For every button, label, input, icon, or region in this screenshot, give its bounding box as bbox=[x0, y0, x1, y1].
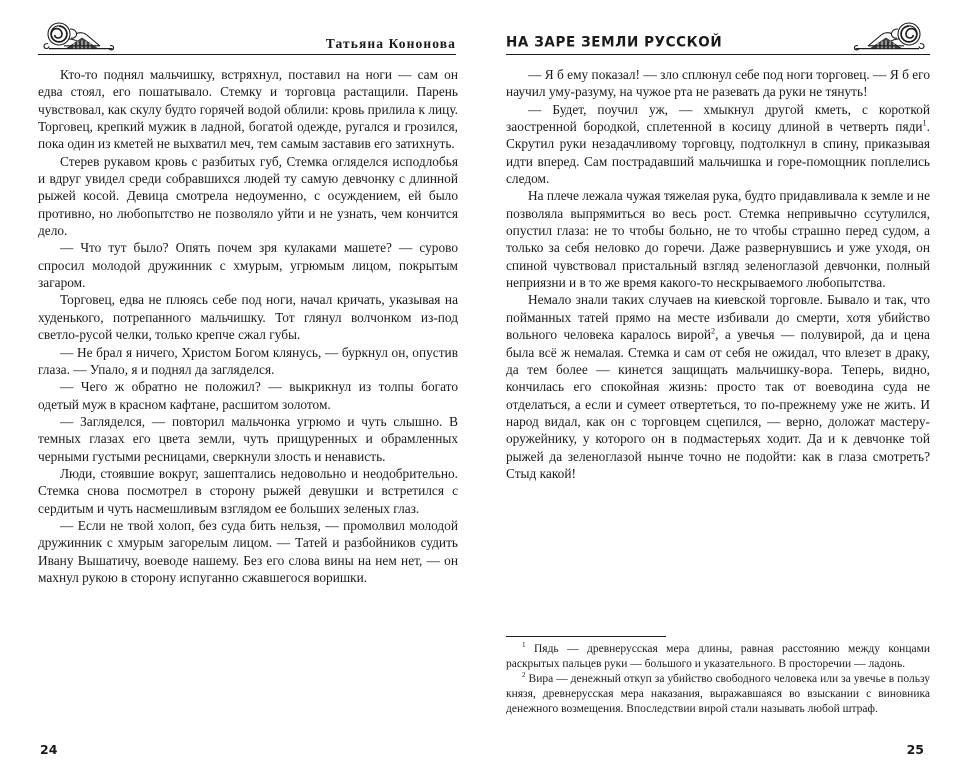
paragraph-text-before-ref: — Будет, поучил уж, — хмыкнул другой кметь, с короткой заостренной бородкой, сплетенной в косицу длиной в четверть пяди bbox=[506, 101, 930, 135]
paragraph: — Загляделся, — повторил мальчонка угрюмо и чуть слышно. В темных глазах его цвета земли, чуть прищуренных и обрамленных черными густыми ресницами, сверкнули злость и ненависть. bbox=[38, 413, 458, 464]
footnotes-block bbox=[506, 636, 930, 717]
paragraph-text-after-ref: , а увечья — полувирой, да и цена была всё ж немалая. Стемка и сам от себя не ожидал, что влезет в драку, да тем более — кинется защищать мальчишку-вора. Теперь, видно, кончилась его спокойная жизнь: просто так от воеводина суда не отделаться, а если и сумеет отвертеться, то по-прежнему уже не жить. И народ видал, как он с торговцем сцепился, — верно, доложат мастеру-оружейнику, у которого он в подмастерьях ходит. Да и к девчонке той рыжей да зеленоглазой нынче точно не подойти: как в глаза смотреть? Стыд какой! bbox=[506, 327, 930, 481]
left-column-body bbox=[38, 66, 458, 586]
left-running-head bbox=[38, 22, 456, 66]
paragraph-text-after-ref: . Скрутил руки незадачливому торговцу, подтолкнул в спину, приказывая идти вперед. Сам пострадавший мальчишка и горе-помощник поплелись следом. bbox=[506, 119, 930, 187]
footnote-marker-1: 1 bbox=[522, 641, 526, 650]
footnote-ref-1[interactable]: 1 bbox=[922, 118, 927, 128]
paragraph-with-footnote-ref bbox=[506, 101, 930, 188]
running-head-rule bbox=[38, 54, 456, 55]
footnote-marker-2: 2 bbox=[522, 671, 526, 680]
paragraph: — Не брал я ничего, Христом Богом клянусь, — буркнул он, опустив глаза. — Упало, я и поднял да загляделся. bbox=[38, 344, 458, 377]
scroll-ornament-icon bbox=[38, 22, 124, 52]
paragraph: — Чего ж обратно не положил? — выкрикнул из толпы богато одетый муж в красном кафтане, расшитом золотом. bbox=[38, 379, 458, 412]
right-running-head bbox=[506, 22, 930, 66]
paragraph: На плече лежала чужая тяжелая рука, будто придавливала к земле и не позволяла выпрямиться во весь рост. Стемка непривычно ссутулился, опустил глаза: не то чтобы больно, не то чтобы страшно перед судом, а только за себя неловко до горечи. Даже развернувшись и уже уходя, он спиной чувствовал пристальный взгляд зеленоглазой девчонки, полный неприязни и в то же время какого-то нескрываемого любопытства. bbox=[506, 188, 930, 291]
paragraph: Торговец, едва не плюясь себе под ноги, начал кричать, указывая на худенького, потрепанного мальчишку. Тот глянул волчонком из-под светло-русой челки, только крепче сжал губы. bbox=[38, 292, 458, 343]
paragraph-text-before-ref: Немало знали таких случаев на киевской торговле. Бывало и так, что пойманных татей прямо на месте избивали до смерти, хотя убийство вольного человека каралось вирой bbox=[506, 292, 930, 343]
page-number-left: 24 bbox=[40, 742, 58, 757]
paragraph: — Что тут было? Опять почем зря кулаками машете? — сурово спросил молодой дружинник с хмурым, угрюмым лицом, покрытым загаром. bbox=[38, 240, 458, 291]
paragraph: — Я б ему показал! — зло сплюнул себе под ноги торговец. — Я б его научил уму-разуму, на чужое рта не разевать да руки не тянуть! bbox=[506, 67, 930, 100]
page-number-right: 25 bbox=[906, 742, 924, 757]
footnote-text: Вира — денежный откуп за убийство свободного человека или за увечье в пользу князя, древнерусская мера наказания, выражавшаяся во взыскании с виновника денежного возмещения. Впоследствии вирой стали называть любой штраф. bbox=[506, 673, 930, 715]
footnote-ref-2[interactable]: 2 bbox=[711, 326, 716, 336]
paragraph: Стерев рукавом кровь с разбитых губ, Стемка огляделся исподлобья и вдруг увидел среди собравшихся людей ту самую девчонку с длинной рыжей косой. Девица смотрела недоуменно, с осуждением, ей было противно, но любопытство не позволяло уйти и не узнать, чем кончится дело. bbox=[38, 153, 458, 239]
footnote-item bbox=[506, 642, 930, 672]
paragraph-with-footnote-ref bbox=[506, 291, 930, 482]
book-title: НА ЗАРЕ ЗЕМЛИ РУССКОЙ bbox=[506, 33, 723, 51]
paragraph: — Если не твой холоп, без суда бить нельзя, — промолвил молодой дружинник с хмурым загорелым лицом. — Татей и разбойников судить Ивану Вышатичу, воеводе нашему. Без его слова вины на нем нет, — он махнул рукою в сторону испуганно сжавшегося воришки. bbox=[38, 517, 458, 585]
running-head-rule bbox=[506, 54, 930, 55]
right-page bbox=[480, 0, 960, 779]
footnote-separator-rule bbox=[506, 636, 666, 637]
scroll-ornament-icon bbox=[844, 22, 930, 52]
footnote-text: Пядь — древнерусская мера длины, равная расстоянию между концами раскрытых пальцев руки — большого и указательного. В просторечии — ладонь. bbox=[506, 643, 931, 670]
footnote-item bbox=[506, 672, 930, 717]
paragraph: Люди, стоявшие вокруг, зашептались недовольно и неодобрительно. Стемка снова посмотрел в сторону рыжей девушки и встретился с сердитым и чуть насмешливым взглядом ее больших зеленых глаз. bbox=[38, 465, 458, 516]
paragraph: Кто-то поднял мальчишку, встряхнул, поставил на ноги — сам он едва стоял, его пошатывало. Стемку и торговца растащили. Парень чувствовал, как скулу будто горячей водой облили: кровь прилила к лицу. Торговец, крепкий мужик в ладной, богатой одежде, ругался и грозился, пока один из кметей не выхватил меч, тем самым заставив его затихнуть. bbox=[38, 67, 458, 152]
right-column-body bbox=[506, 66, 930, 482]
author-name: Татьяна Кононова bbox=[325, 35, 456, 51]
